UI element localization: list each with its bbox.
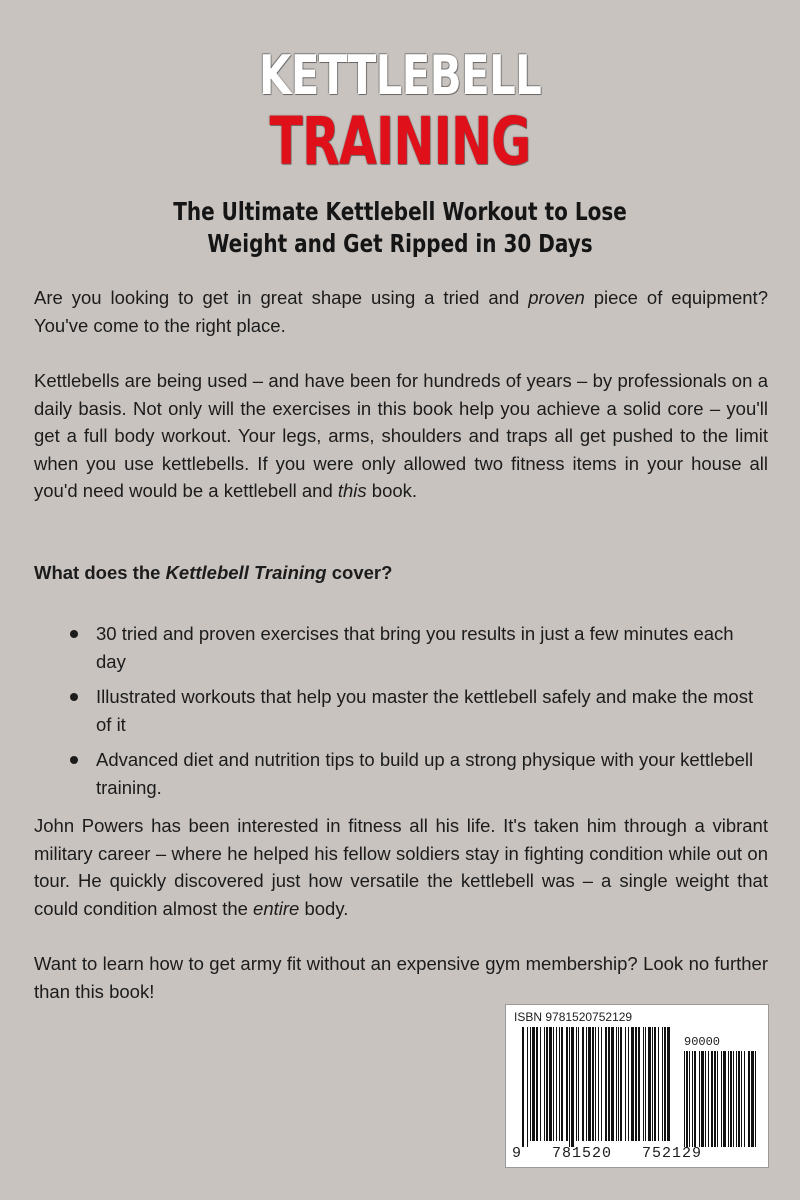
barcode-addon-bar xyxy=(741,1051,742,1147)
barcode-bar xyxy=(588,1027,591,1141)
barcode-bar xyxy=(643,1027,644,1141)
barcode-addon-bar xyxy=(736,1051,737,1147)
barcode-bar xyxy=(569,1027,570,1147)
barcode-bar xyxy=(595,1027,596,1141)
barcode-bar xyxy=(620,1027,622,1141)
barcode-bar xyxy=(605,1027,607,1141)
barcode-bar xyxy=(628,1027,629,1141)
barcode-bar xyxy=(667,1027,670,1141)
barcode-addon-bar xyxy=(755,1051,756,1147)
list-item-text: 30 tried and proven exercises that bring you results in just a few minutes each day xyxy=(96,623,734,672)
author-paragraph xyxy=(34,812,768,922)
subtitle-line-1: The Ultimate Kettlebell Workout to Lose xyxy=(173,197,627,226)
price-code: 90000 xyxy=(684,1035,721,1049)
list-item-text: Advanced diet and nutrition tips to build up a strong physique with your kettlebell training. xyxy=(96,749,754,798)
barcode-addon-bar xyxy=(714,1051,716,1147)
list-item-text: Illustrated workouts that help you master the kettlebell safely and make the most of it xyxy=(96,686,754,735)
barcode-addon-bar xyxy=(728,1051,729,1147)
question-text-a: What does the xyxy=(34,562,166,583)
barcode-bar xyxy=(540,1027,541,1141)
barcode-bar xyxy=(631,1027,634,1141)
barcode-bar xyxy=(654,1027,656,1141)
barcode-bar xyxy=(561,1027,563,1141)
barcode-bar xyxy=(638,1027,640,1141)
title-kettlebell: KETTLEBELL xyxy=(258,44,542,107)
intro-p1-emphasis: proven xyxy=(528,287,585,308)
barcode-bar xyxy=(601,1027,602,1141)
barcode-addon-bar xyxy=(711,1051,713,1147)
intro-paragraph-2 xyxy=(34,367,768,505)
barcode-bar xyxy=(616,1027,617,1141)
barcode-bar xyxy=(566,1027,568,1141)
barcode-bar xyxy=(576,1027,577,1141)
barcode-bar xyxy=(553,1027,554,1141)
barcode-addon-bar xyxy=(686,1051,688,1147)
barcode-bar xyxy=(522,1027,524,1147)
intro-p2-text-a: Kettlebells are being used – and have been for hundreds of years – by professionals on a daily basis. Not only will the exercises in this book help you achieve a solid core – you'll get a full body workout. Your legs, arms, shoulders and traps all get pushed to the limit when you use kettlebells. If you were only allowed two fitness items in your house all you'd need would be a kettlebell and xyxy=(34,370,768,501)
barcode-bar xyxy=(556,1027,557,1141)
isbn-label: ISBN 9781520752129 xyxy=(514,1010,633,1024)
barcode-bar xyxy=(559,1027,560,1141)
barcode-bar xyxy=(536,1027,538,1141)
barcode-bar xyxy=(611,1027,614,1141)
list-item xyxy=(62,683,762,738)
barcode-addon-bar xyxy=(689,1051,690,1147)
barcode-addon-bar xyxy=(701,1051,704,1147)
subtitle-line-2: Weight and Get Ripped in 30 Days xyxy=(207,229,593,258)
cover-question-heading xyxy=(34,562,392,584)
barcode-bar xyxy=(658,1027,659,1141)
barcode-addon-bar xyxy=(694,1051,696,1147)
barcode-bar xyxy=(618,1027,619,1141)
barcode-addon-bar xyxy=(692,1051,693,1147)
subtitle xyxy=(80,196,720,260)
intro-p2-text-b: book. xyxy=(366,480,418,501)
author-emphasis: entire xyxy=(253,897,300,919)
barcode-bar xyxy=(530,1027,531,1141)
barcode-bar xyxy=(635,1027,637,1141)
barcode-bar xyxy=(571,1027,574,1147)
intro-p1-text-b: piece of equipment? You've come to the right place. xyxy=(34,287,768,336)
question-text-b: cover? xyxy=(326,562,393,583)
author-text-a: John Powers has been interested in fitness all his life. It's taken him through a vibrant military career – where he helped his fellow soldiers stay in fighting condition while out on tour. He quickly discovered just how versatile the kettlebell was – a single weight that could condition almost the xyxy=(34,815,768,919)
barcode-bar xyxy=(532,1027,535,1141)
barcode-addon-bar xyxy=(684,1051,685,1147)
barcode-bars xyxy=(506,1005,768,1167)
barcode-bar xyxy=(586,1027,587,1141)
barcode-bar xyxy=(544,1027,545,1141)
barcode-bar xyxy=(582,1027,584,1141)
barcode-bar xyxy=(598,1027,599,1141)
title-training: TRAINING xyxy=(269,103,531,180)
barcode-bar xyxy=(608,1027,610,1141)
barcode-addon-bar xyxy=(708,1051,709,1147)
intro-p2-emphasis: this xyxy=(337,480,367,501)
barcode-bar xyxy=(662,1027,663,1141)
barcode-addon-bar xyxy=(748,1051,750,1147)
barcode-bar xyxy=(527,1027,528,1147)
barcode-bar xyxy=(652,1027,653,1141)
list-item xyxy=(62,620,762,675)
barcode-bar xyxy=(664,1027,666,1141)
intro-paragraph-1 xyxy=(34,284,768,339)
bullet-dot-icon xyxy=(70,630,78,638)
barcode-addon-bar xyxy=(751,1051,754,1147)
barcode-bar xyxy=(648,1027,651,1141)
barcode-addon-bar xyxy=(699,1051,700,1147)
barcode-bar xyxy=(645,1027,646,1141)
barcode-addon-bar xyxy=(733,1051,734,1147)
barcode-addon-bar xyxy=(705,1051,706,1147)
closing-paragraph: Want to learn how to get army fit without an expensive gym membership? Look no further than this book! xyxy=(34,953,768,1002)
barcode-digits: 9 781520 752129 xyxy=(512,1145,703,1162)
barcode-addon-bar xyxy=(721,1051,722,1147)
list-item xyxy=(62,746,762,801)
barcode-bar xyxy=(549,1027,552,1141)
barcode-bar xyxy=(578,1027,579,1141)
barcode-bar xyxy=(592,1027,594,1141)
barcode-addon-bar xyxy=(738,1051,740,1147)
barcode-addon-bar xyxy=(717,1051,718,1147)
feature-list xyxy=(62,620,762,809)
barcode-bar xyxy=(546,1027,548,1141)
intro-p1-text-a: Are you looking to get in great shape using a tried and xyxy=(34,287,529,308)
barcode-addon-bar xyxy=(744,1051,745,1147)
bullet-dot-icon xyxy=(70,693,78,701)
bullet-dot-icon xyxy=(70,756,78,764)
barcode-bar xyxy=(625,1027,626,1141)
barcode-addon-bar xyxy=(723,1051,726,1147)
isbn-barcode xyxy=(505,1004,769,1168)
barcode-addon-bar xyxy=(730,1051,732,1147)
author-text-b: body. xyxy=(299,897,349,919)
question-emphasis: Kettlebell Training xyxy=(165,562,327,583)
